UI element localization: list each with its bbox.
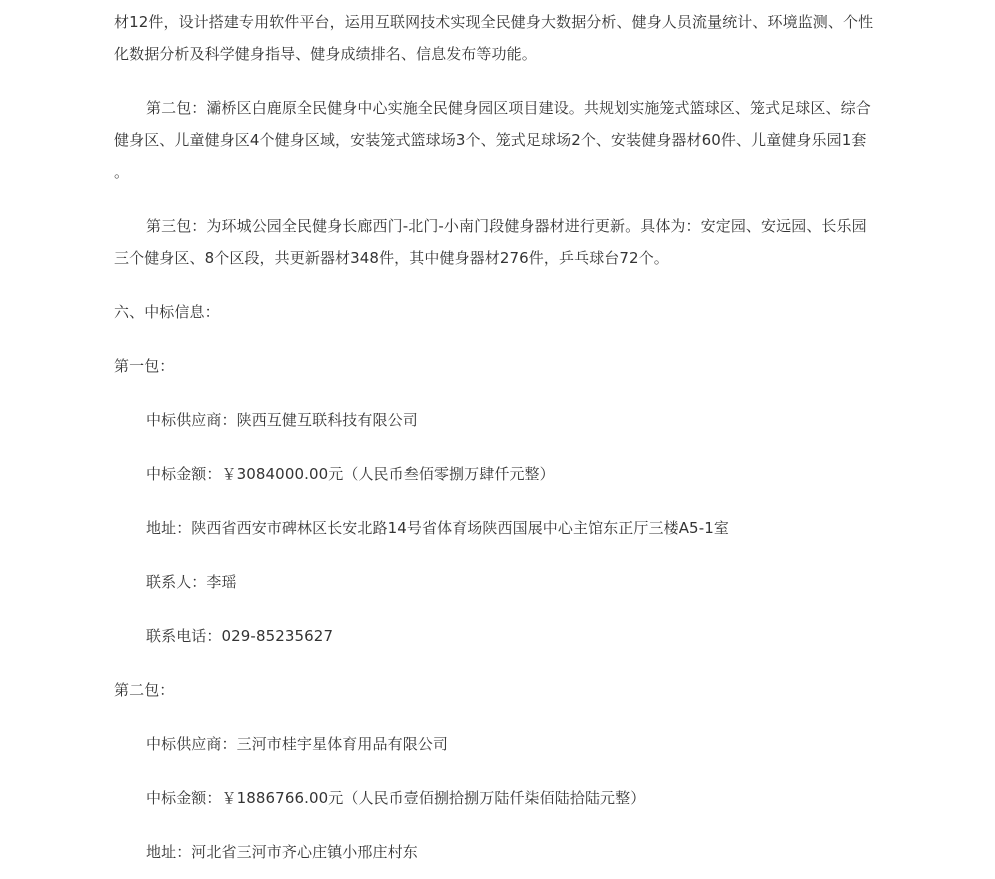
package2-address: 地址：河北省三河市齐心庄镇小邢庄村东 [146,843,418,861]
paragraph-package2-description: 第二包：灞桥区白鹿原全民健身中心实施全民健身园区项目建设。共规划实施笼式篮球区、笼式足球区、综合健身区、儿童健身区4个健身区域，安装笼式篮球场3个、笼式足球场2个、安装健身器材60件、儿童健身乐园1套 。 [114,99,871,181]
package1-amount: 中标金额：￥3084000.00元（人民币叁佰零捌万肆仟元整） [146,465,555,483]
package1-heading: 第一包： [114,357,175,375]
package2-supplier: 中标供应商：三河市桂宇星体育用品有限公司 [146,735,449,753]
package1-address: 地址：陕西省西安市碑林区长安北路14号省体育场陕西国展中心主馆东正厅三楼A5-1室 [146,519,729,537]
package1-contact: 联系人：李瑶 [146,573,237,591]
paragraph-package3-description: 第三包：为环城公园全民健身长廊西门-北门-小南门段健身器材进行更新。具体为：安定园、安远园、长乐园三个健身区、8个区段，共更新器材348件，其中健身器材276件，乒乓球台72个。 [114,217,867,267]
section-title-award-info: 六、中标信息： [114,303,220,321]
paragraph-package1-continued: 材12件，设计搭建专用软件平台，运用互联网技术实现全民健身大数据分析、健身人员流量统计、环境监测、个性化数据分析及科学健身指导、健身成绩排名、信息发布等功能。 [114,13,874,63]
package1-phone: 联系电话：029-85235627 [146,627,334,645]
package2-amount: 中标金额：￥1886766.00元（人民币壹佰捌拾捌万陆仟柒佰陆拾陆元整） [146,789,646,807]
package2-heading: 第二包： [114,681,175,699]
package1-supplier: 中标供应商：陕西互健互联科技有限公司 [146,411,418,429]
document-body [114,6,874,868]
